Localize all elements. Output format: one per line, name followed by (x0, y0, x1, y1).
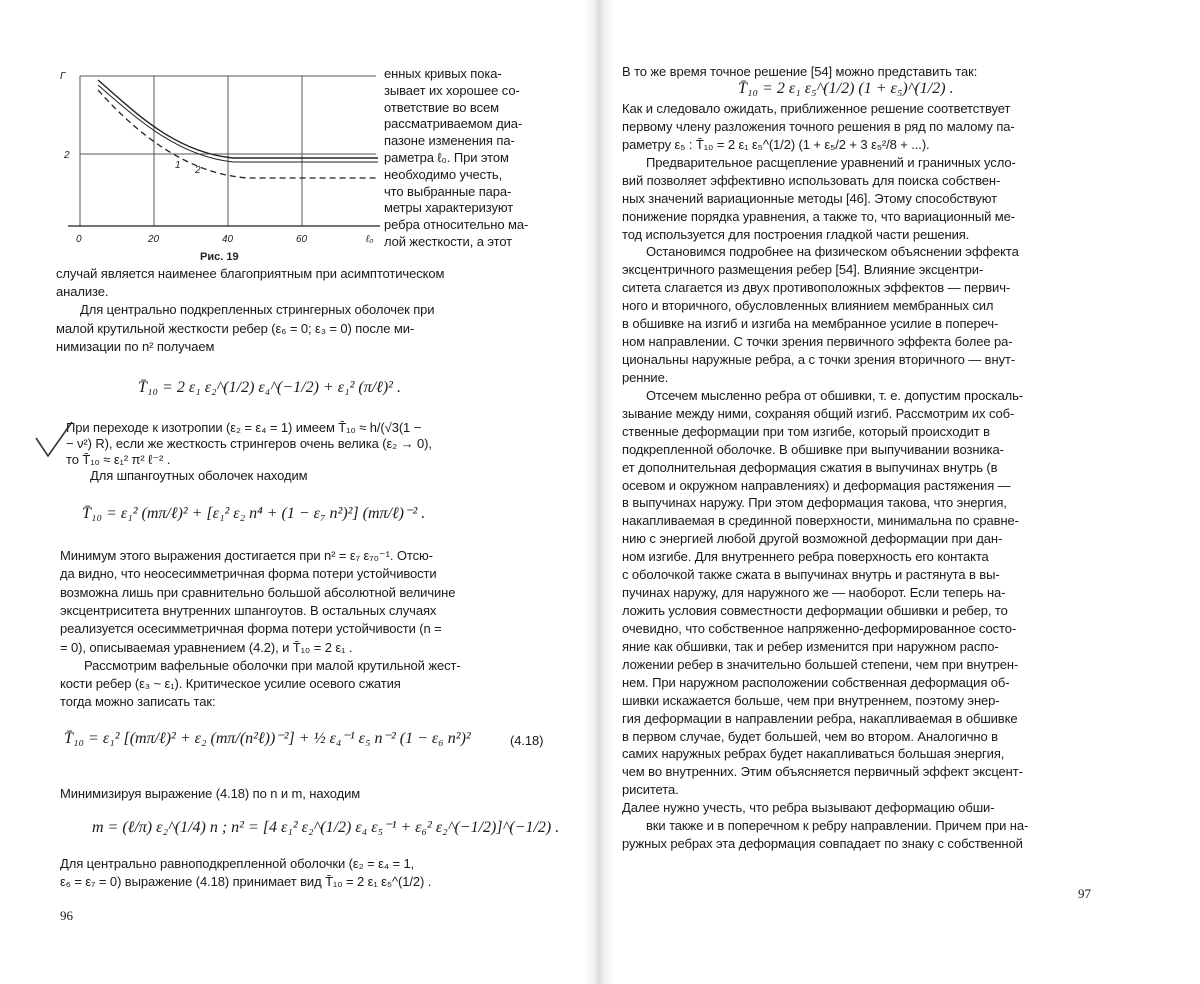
text-line: енных кривых пока- (384, 66, 502, 81)
text-line: Далее нужно учесть, что ребра вызывают деформацию обши- (622, 800, 995, 816)
text-line: Отсечем мысленно ребра от обшивки, т. е. допустим проскаль- (646, 387, 1024, 403)
chart-x-tick-60: 60 (296, 234, 308, 245)
text-line: ных значений вариационные методы [46]. Этому способствуют (622, 190, 997, 206)
text-line: риситета. (622, 782, 679, 798)
chart-curve-1b (98, 85, 378, 162)
text-line: нию с энергией любой другой возможной деформации при дан- (622, 531, 1003, 547)
text-line: подкрепленной оболочке. В обшивке при выпучивании возника- (622, 441, 1004, 457)
text-line: ε₆ = ε₇ = 0) выражение (4.18) принимает вид T̄₁₀ = 2 ε₁ ε₅^(1/2) . (60, 873, 432, 889)
chart-y-tick-2: 2 (64, 150, 70, 161)
text-line: − ν²) R), если же жесткость стрингеров очень велика (ε₂ → 0), (66, 436, 432, 451)
text-line: раметру ε₅ : T̄₁₀ = 2 ε₁ ε₅^(1/2) (1 + ε₅/2 + 3 ε₅²/8 + ...). (622, 136, 930, 152)
text-line: Остановимся подробнее на физическом объяснении эффекта (646, 244, 1019, 260)
text-line: возможна лишь при сравнительно большой абсолютной величине (60, 584, 456, 600)
text-line: Минимизируя выражение (4.18) по n и m, находим (60, 786, 361, 801)
left-page (0, 0, 585, 984)
text-line: пазоне изменения па- (384, 133, 515, 149)
text-line: анализе. (56, 284, 109, 300)
chart-x-tick-40: 40 (222, 234, 234, 245)
text-line: Минимум этого выражения достигается при n² = ε₇ ε₇₀⁻¹. Отсю- (60, 548, 433, 563)
text-line: ного и вторичного, обусловленных влиянием мембранных сил (622, 298, 994, 314)
text-line: нимизации по n² получаем (56, 338, 215, 354)
text-line: Для шпангоутных оболочек находим (90, 468, 308, 483)
text-line: то T̄₁₀ ≈ ε₁² π² ℓ⁻² . (66, 452, 171, 467)
text-line: ответствие во всем (384, 99, 499, 115)
text-line: ренние. (622, 369, 669, 385)
text-line: тогда можно записать так: (60, 694, 216, 710)
text-line: ственные деформации при том изгибе, который происходит в (622, 423, 990, 439)
text-line: случай является наименее благоприятным при асимптотическом (56, 266, 445, 281)
formula-exact-solution: T̄₁₀ = 2 ε₁ ε₅^(1/2) (1 + ε₅)^(1/2) . (738, 80, 954, 97)
book-spine (584, 0, 614, 984)
text-line: вий позволяет эффективно использовать для поиска собствен- (622, 172, 1001, 188)
text-line: эксцентриситета внутренних шпангоутов. В остальных случаях (60, 602, 437, 618)
text-line: циональны наружные ребра, а с точки зрения вторичного — внут- (622, 352, 1016, 368)
text-line: ном направлении. С точки зрения первичного эффекта более ра- (622, 334, 1013, 350)
chart-y-tick-gamma: Γ (60, 71, 66, 82)
text-line: кости ребер (ε₃ ~ ε₁). Критическое усилие осевого сжатия (60, 676, 401, 692)
text-line: В то же время точное решение [54] можно представить так: (622, 64, 978, 79)
text-line: с оболочкой также сжата в выпучинах внутрь и растянута в вы- (622, 567, 1000, 583)
chart-x-tick-20: 20 (148, 234, 160, 245)
text-line: нем. При наружном расположении собственная деформация об- (622, 674, 1010, 690)
chart-curve-2 (98, 90, 378, 178)
text-line: эксцентричного размещения ребер [54]. Влияние эксцентри- (622, 262, 984, 278)
right-page (612, 0, 1200, 984)
text-line: ет дополнительная деформация сжатия в выпучинах внутрь (в (622, 459, 998, 475)
text-line: шивки искажается больше, чем при внутреннем, поэтому энер- (622, 692, 1000, 708)
page-number-right: 97 (1078, 886, 1091, 901)
chart-x-tick-l0: ℓ₀ (366, 234, 374, 245)
text-line: накапливаемая в срединной поверхности, минимальна по сравне- (622, 513, 1019, 529)
text-line: Для центрально равноподкрепленной оболочки (ε₂ = ε₄ = 1, (60, 856, 415, 871)
text-line: в обшивке на изгиб и изгиба на мембранное усилие в попереч- (622, 316, 999, 332)
text-line: Как и следовало ожидать, приближенное решение соответствует (622, 101, 1011, 116)
text-line: чем во внутренних. Этим объясняется первичный эффект эксцент- (622, 764, 1023, 780)
equation-number-4-18: (4.18) (510, 733, 544, 748)
text-line: лой жесткости, а этот (384, 234, 513, 249)
text-line: малой крутильной жесткости ребер (ε₆ = 0; ε₃ = 0) после ми- (56, 320, 415, 336)
formula-t10-waffle: T̄₁₀ = ε₁² [(mπ/ℓ)² + ε₂ (mπ/(n²ℓ))⁻²] + ½ ε₄⁻¹ ε₅ n⁻² (1 − ε₆ n²)² (64, 730, 471, 747)
text-line: При переходе к изотропии (ε₂ = ε₄ = 1) имеем T̄₁₀ ≈ h/(√3(1 − (66, 420, 422, 435)
text-line: осевом и окружном направлениях) и деформация растяжения — (622, 477, 1011, 493)
text-line: необходимо учесть, (384, 166, 503, 182)
chart-curve-label-2: 2 (195, 165, 201, 176)
chart-curve-1 (98, 80, 378, 158)
text-line: ном изгибе. Для внутреннего ребра поверхность его контакта (622, 549, 989, 565)
text-line: раметра ℓ₀. При этом (384, 150, 509, 165)
text-line: ложении ребер в значительно большей степени, чем при внутрен- (622, 656, 1019, 672)
formula-m-n: m = (ℓ/π) ε₂^(1/4) n ; n² = [4 ε₁² ε₂^(1/2) ε₄ ε₅⁻¹ + ε₆² ε₂^(−1/2)]^(−1/2) . (92, 819, 560, 836)
page-number-left: 96 (60, 908, 73, 923)
text-line: в первом случае, будет большей, чем во втором. Аналогично в (622, 728, 998, 744)
text-line: ружных ребрах эта деформация совпадает по знаку с собственной (622, 836, 1023, 852)
chart-x-tick-0: 0 (76, 234, 82, 245)
chart-curve-label-1: 1 (175, 160, 181, 171)
text-line: самих наружных ребрах будет накапливаться большая энергия, (622, 746, 1005, 762)
text-line: первому члену разложения точного решения в ряд по малому па- (622, 118, 1015, 134)
text-line: метры характеризуют (384, 200, 514, 216)
text-line: Предварительное расщепление уравнений и граничных усло- (646, 154, 1016, 170)
formula-t10-frame: T̄₁₀ = ε₁² (mπ/ℓ)² + [ε₁² ε₂ n⁴ + (1 − ε₇ n²)²] (mπ/ℓ)⁻² . (82, 505, 426, 522)
text-line: яние как обшивки, так и ребер изменится при наружном распо- (622, 638, 999, 654)
text-line: да видно, что неосесимметричная форма потери устойчивости (60, 566, 437, 582)
text-line: Для центрально подкрепленных стрингерных оболочек при (80, 302, 435, 318)
figure-caption: Рис. 19 (200, 251, 239, 263)
text-line: очевидно, что собственное напряженно-деформированное состо- (622, 620, 1017, 636)
figure-19-chart (58, 60, 388, 270)
text-line: = 0), описываемая уравнением (4.2), и T̄₁₀ = 2 ε₁ . (60, 639, 353, 655)
text-line: ситета слагается из двух противоположных эффектов — первич- (622, 280, 1011, 296)
text-line: зывает их хорошее со- (384, 82, 520, 98)
text-line: зывание между ними, сохраняя общий изгиб. Рассмотрим их соб- (622, 405, 1015, 421)
text-line: в выпучинах наружу. При этом деформация такова, что энергия, (622, 495, 1007, 511)
text-line: пучинах наружу, для наружного же — наоборот. Если теперь на- (622, 585, 1006, 601)
text-line: ребра относительно ма- (384, 217, 529, 233)
text-line: Рассмотрим вафельные оболочки при малой крутильной жест- (84, 657, 461, 673)
chart-grid (80, 76, 376, 226)
text-line: вки также и в поперечном к ребру направлении. Причем при на- (646, 818, 1029, 834)
formula-t10-stringer: T̄₁₀ = 2 ε₁ ε₂^(1/2) ε₄^(−1/2) + ε₁² (π/ℓ)² . (138, 379, 401, 396)
text-line: что выбранные пара- (384, 183, 512, 199)
text-line: ложить условия совместности деформации обшивки и ребер, то (622, 603, 1008, 619)
text-line: реализуется осесимметричная форма потери устойчивости (n = (60, 621, 442, 637)
text-line: тод используется для построения гладкой части решения. (622, 226, 970, 242)
text-line: понижение порядка уравнения, а также то, что вариационный ме- (622, 208, 1015, 224)
text-line: рассматриваемом диа- (384, 116, 523, 132)
text-line: гия деформации в направлении ребра, накапливаемая в обшивке (622, 710, 1018, 726)
